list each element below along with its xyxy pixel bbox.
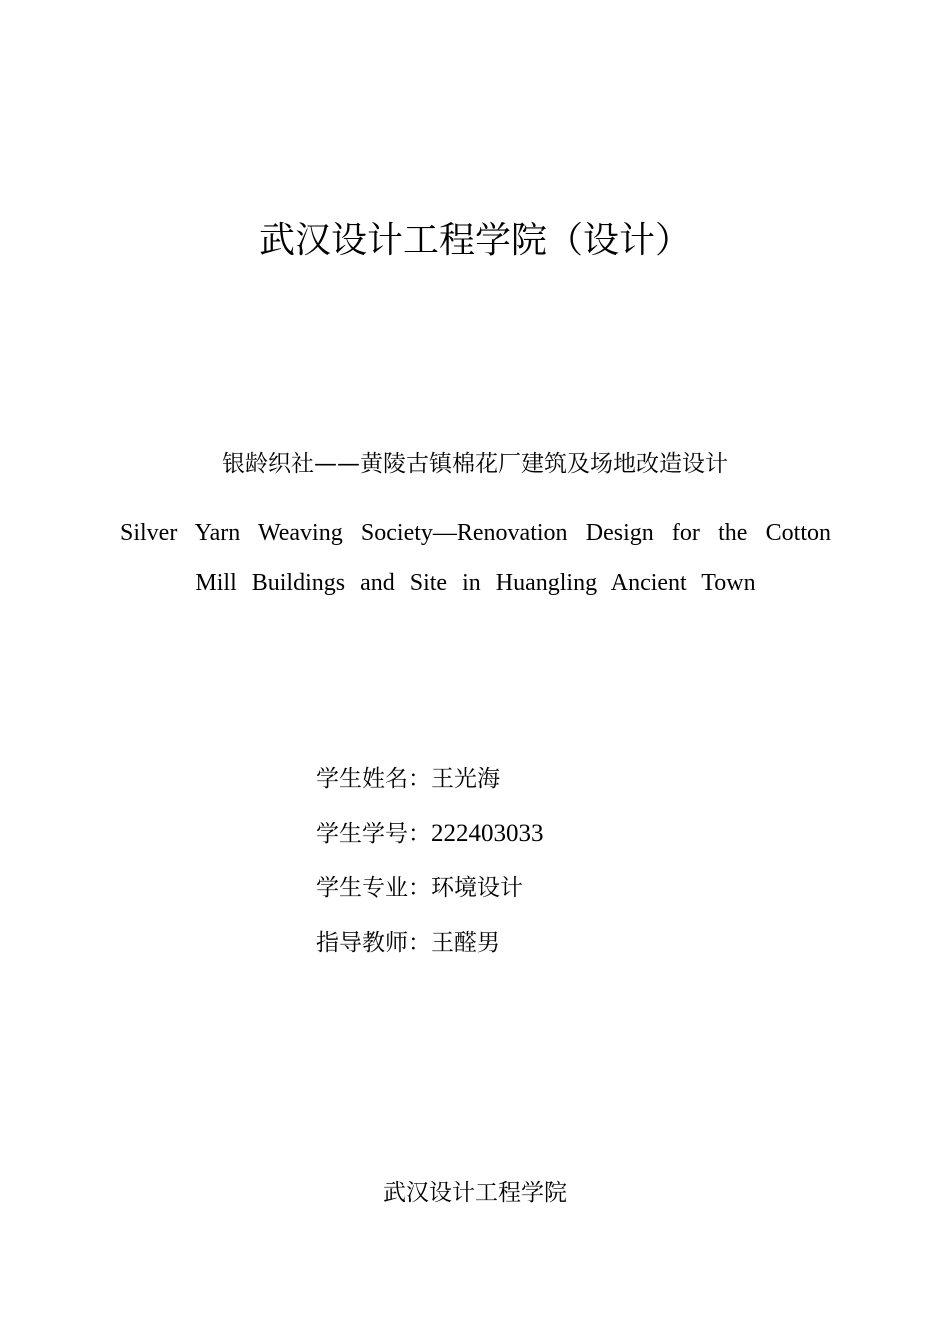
thesis-title-english	[120, 508, 831, 608]
thesis-title-english-line-1: Silver Yarn Weaving Society—Renovation Design for the Cotton	[120, 520, 831, 546]
advisor-row	[316, 925, 716, 980]
thesis-title-chinese: 银龄织社——黄陵古镇棉花厂建筑及场地改造设计	[222, 451, 728, 477]
student-id-value: 222403033	[431, 819, 544, 847]
thesis-title-english-line-2: Mill Buildings and Site in Huangling Ancient Town	[195, 570, 756, 596]
student-id-row	[316, 816, 716, 871]
student-major-label: 学生专业：	[316, 875, 431, 901]
student-major-value: 环境设计	[431, 875, 523, 901]
student-major-row	[316, 870, 716, 925]
student-id-label: 学生学号：	[316, 820, 431, 847]
student-name-label: 学生姓名：	[316, 766, 431, 792]
footer-institution: 武汉设计工程学院	[383, 1180, 567, 1206]
advisor-label: 指导教师：	[316, 929, 431, 956]
student-name-value: 王光海	[431, 766, 500, 792]
student-name-row	[316, 761, 716, 816]
document-title: 武汉设计工程学院（设计）	[258, 220, 691, 261]
advisor-value: 王醛男	[431, 929, 500, 956]
student-info-block	[316, 761, 716, 979]
